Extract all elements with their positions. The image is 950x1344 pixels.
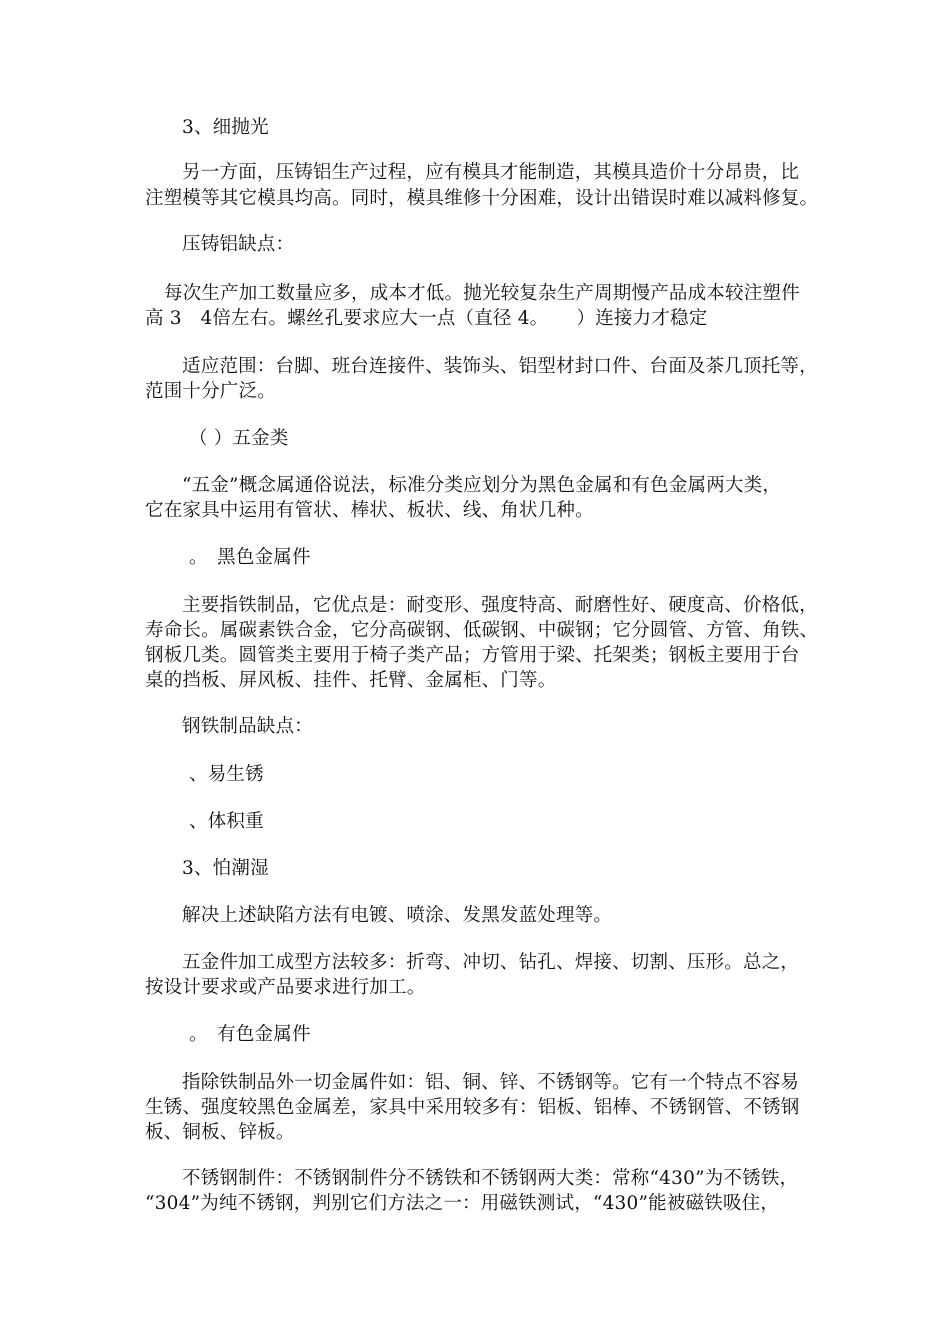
heading-die-cast-drawbacks: 压铸铝缺点： — [182, 234, 295, 255]
paragraph-line: 不锈钢制件：不锈钢制件分不锈铁和不锈钢两大类：常称“430”为不锈铁， — [182, 1168, 799, 1189]
paragraph-line: 注塑模等其它模具均高。同时，模具维修十分困难，设计出错误时难以减料修复。 — [145, 188, 819, 209]
heading-nonferrous-metal: 。 有色金属件 — [189, 1024, 311, 1045]
paragraph-line: 指除铁制品外一切金属件如：铝、铜、锌、不锈钢等。它有一个特点不容易 — [182, 1072, 800, 1093]
paragraph-line: 板、铜板、锌板。 — [145, 1122, 295, 1143]
list-item: 3、怕潮湿 — [182, 858, 269, 879]
paragraph-line: 生锈、强度较黑色金属差，家具中采用较多有：铝板、铝棒、不锈钢管、不锈钢 — [145, 1097, 800, 1118]
paragraph-line: 钢板几类。圆管类主要用于椅子类产品；方管用于梁、托架类；钢板主要用于台 — [145, 645, 800, 666]
heading-fine-polish: 3、细抛光 — [182, 117, 269, 138]
paragraph-line: 桌的挡板、屏风板、挂件、托臂、金属柜、门等。 — [145, 670, 557, 691]
paragraph-line: 适应范围：台脚、班台连接件、装饰头、铝型材封口件、台面及茶几顶托等， — [182, 356, 818, 377]
heading-steel-drawbacks: 钢铁制品缺点： — [182, 716, 313, 737]
paragraph-line: 另一方面，压铸铝生产过程，应有模具才能制造，其模具造价十分昂贵，比 — [182, 162, 800, 183]
list-item: 、易生锈 — [189, 764, 264, 785]
list-item: 、体积重 — [189, 811, 264, 832]
paragraph-line: 高 3 4倍左右。螺丝孔要求应大一点（直径 4。 ）连接力才稳定 — [145, 308, 708, 329]
paragraph-line: 它在家具中运用有管状、棒状、板状、线、角状几种。 — [145, 500, 594, 521]
paragraph-line: 主要指铁制品，它优点是：耐变形、强度特高、耐磨性好、硬度高、价格低， — [182, 595, 818, 616]
heading-ferrous-metal: 。 黑色金属件 — [189, 547, 311, 568]
paragraph-line: 范围十分广泛。 — [145, 381, 276, 402]
heading-hardware: （ ）五金类 — [189, 428, 289, 449]
paragraph-line: 每次生产加工数量应多，成本才低。抛光较复杂生产周期慢产品成本较注塑件 — [164, 283, 800, 304]
paragraph-line: 解决上述缺陷方法有电镀、喷涂、发黑发蓝处理等。 — [182, 905, 613, 926]
paragraph-line: “五金”概念属通俗说法，标准分类应划分为黑色金属和有色金属两大类， — [182, 475, 782, 496]
paragraph-line: 寿命长。属碳素铁合金，它分高碳钢、低碳钢、中碳钢；它分圆管、方管、角铁、 — [145, 620, 819, 641]
paragraph-line: “304”为纯不锈钢，判别它们方法之一：用磁铁测试，“430”能被磁铁吸住， — [145, 1193, 780, 1214]
paragraph-line: 五金件加工成型方法较多：折弯、冲切、钻孔、焊接、切割、压形。总之， — [182, 952, 800, 973]
paragraph-line: 按设计要求或产品要求进行加工。 — [145, 977, 426, 998]
